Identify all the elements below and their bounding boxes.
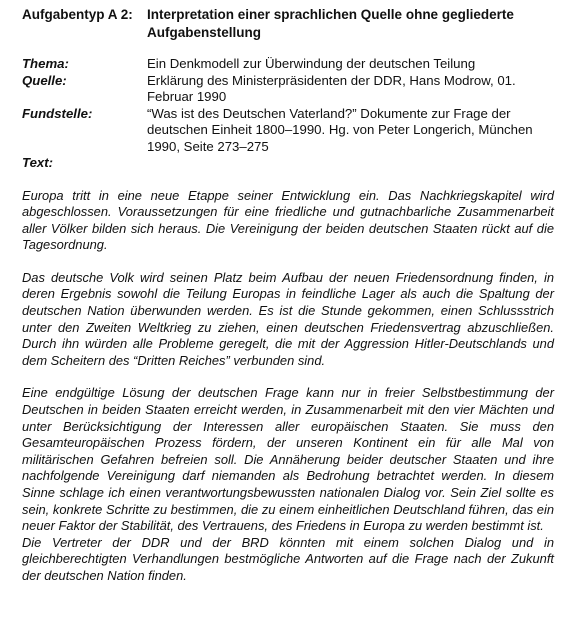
fundstelle-value: “Was ist des Deutschen Vaterland?” Dokumente zur Frage der deutschen Einheit 1800–1990. Hg. von Peter Longerich, München 1990, Seite 273–275 <box>147 105 533 154</box>
paragraph-1: Europa tritt in eine neue Etappe seiner Entwicklung ein. Das Nachkriegskapitel wird abgeschlossen. Voraussetzungen für eine friedliche und gutnachbarliche Zusammenarbeit aller Völker bilden sich heraus. Die Vereinigung der beiden deutschen Staaten rückt auf die Tagesordnung. <box>22 187 554 253</box>
source-metadata <box>22 56 554 172</box>
quelle-label: Quelle: <box>22 72 67 88</box>
source-text <box>22 188 554 585</box>
paragraph-4: Die Vertreter der DDR und der BRD könnten mit einem solchen Dialog und in gleichberechtigten Verhandlungen bestmögliche Antworten auf die Frage nach der Zukunft der deutschen Nation finden. <box>22 534 554 583</box>
document-page <box>22 6 554 585</box>
thema-value: Ein Denkmodell zur Überwindung der deutschen Teilung <box>147 56 476 71</box>
paragraph-2: Das deutsche Volk wird seinen Platz beim Aufbau der neuen Friedensordnung finden, in deren Ergebnis sowohl die Teilung Europas in feindliche Lager als auch die Spaltung der deutschen Nation überwunden werden. Es ist die Stunde gekommen, einen Schlussstrich unter den Zweiten Weltkrieg zu ziehen, einen deutschen Friedensvertrag abzuschließen. Durch ihn würden alle Probleme geregelt, die mit der Aggression Hitler-Deutschlands und dem Scheitern des “Dritten Reiches” verbunden sind. <box>22 269 554 368</box>
task-type-label: Aufgabentyp A 2: <box>22 7 133 22</box>
quelle-value: Erklärung des Ministerpräsidenten der DDR, Hans Modrow, 01. Februar 1990 <box>147 72 516 104</box>
fundstelle-row <box>22 106 554 156</box>
thema-label: Thema: <box>22 56 69 71</box>
quelle-row <box>22 73 554 106</box>
task-title: Interpretation einer sprachlichen Quelle ohne gegliederte Aufgabenstellung <box>147 7 514 40</box>
text-label: Text: <box>22 155 54 170</box>
thema-row <box>22 56 554 73</box>
paragraph-3: Eine endgültige Lösung der deutschen Frage kann nur in freier Selbstbestimmung der Deutschen in beiden Staaten erreicht werden, in Zusammenarbeit mit den vier Mächten und unter Berücksichtigung der Interessen aller europäischen Staaten. Sie muss den Gesamteuropäischen Prozess fördern, der unseren Kontinent ein für alle Mal von militärischen Gefahren befreien soll. Die Annäherung beider deutscher Staaten und ihre nachfolgende Vereinigung darf niemanden als Bedrohung betrachtet werden. In diesem Sinne schlage ich einen verantwortungsbewussten nationalen Dialog vor. Sein Ziel sollte es sein, konkrete Schritte zu bestimmen, die zu einem einheitlichen Deutschland führen, das ein neuer Faktor der Stabilität, des Vertrauens, des Friedens in Europa zu werden bestimmt ist. <box>22 385 554 534</box>
fundstelle-label: Fundstelle: <box>22 105 93 121</box>
task-header <box>22 6 554 42</box>
